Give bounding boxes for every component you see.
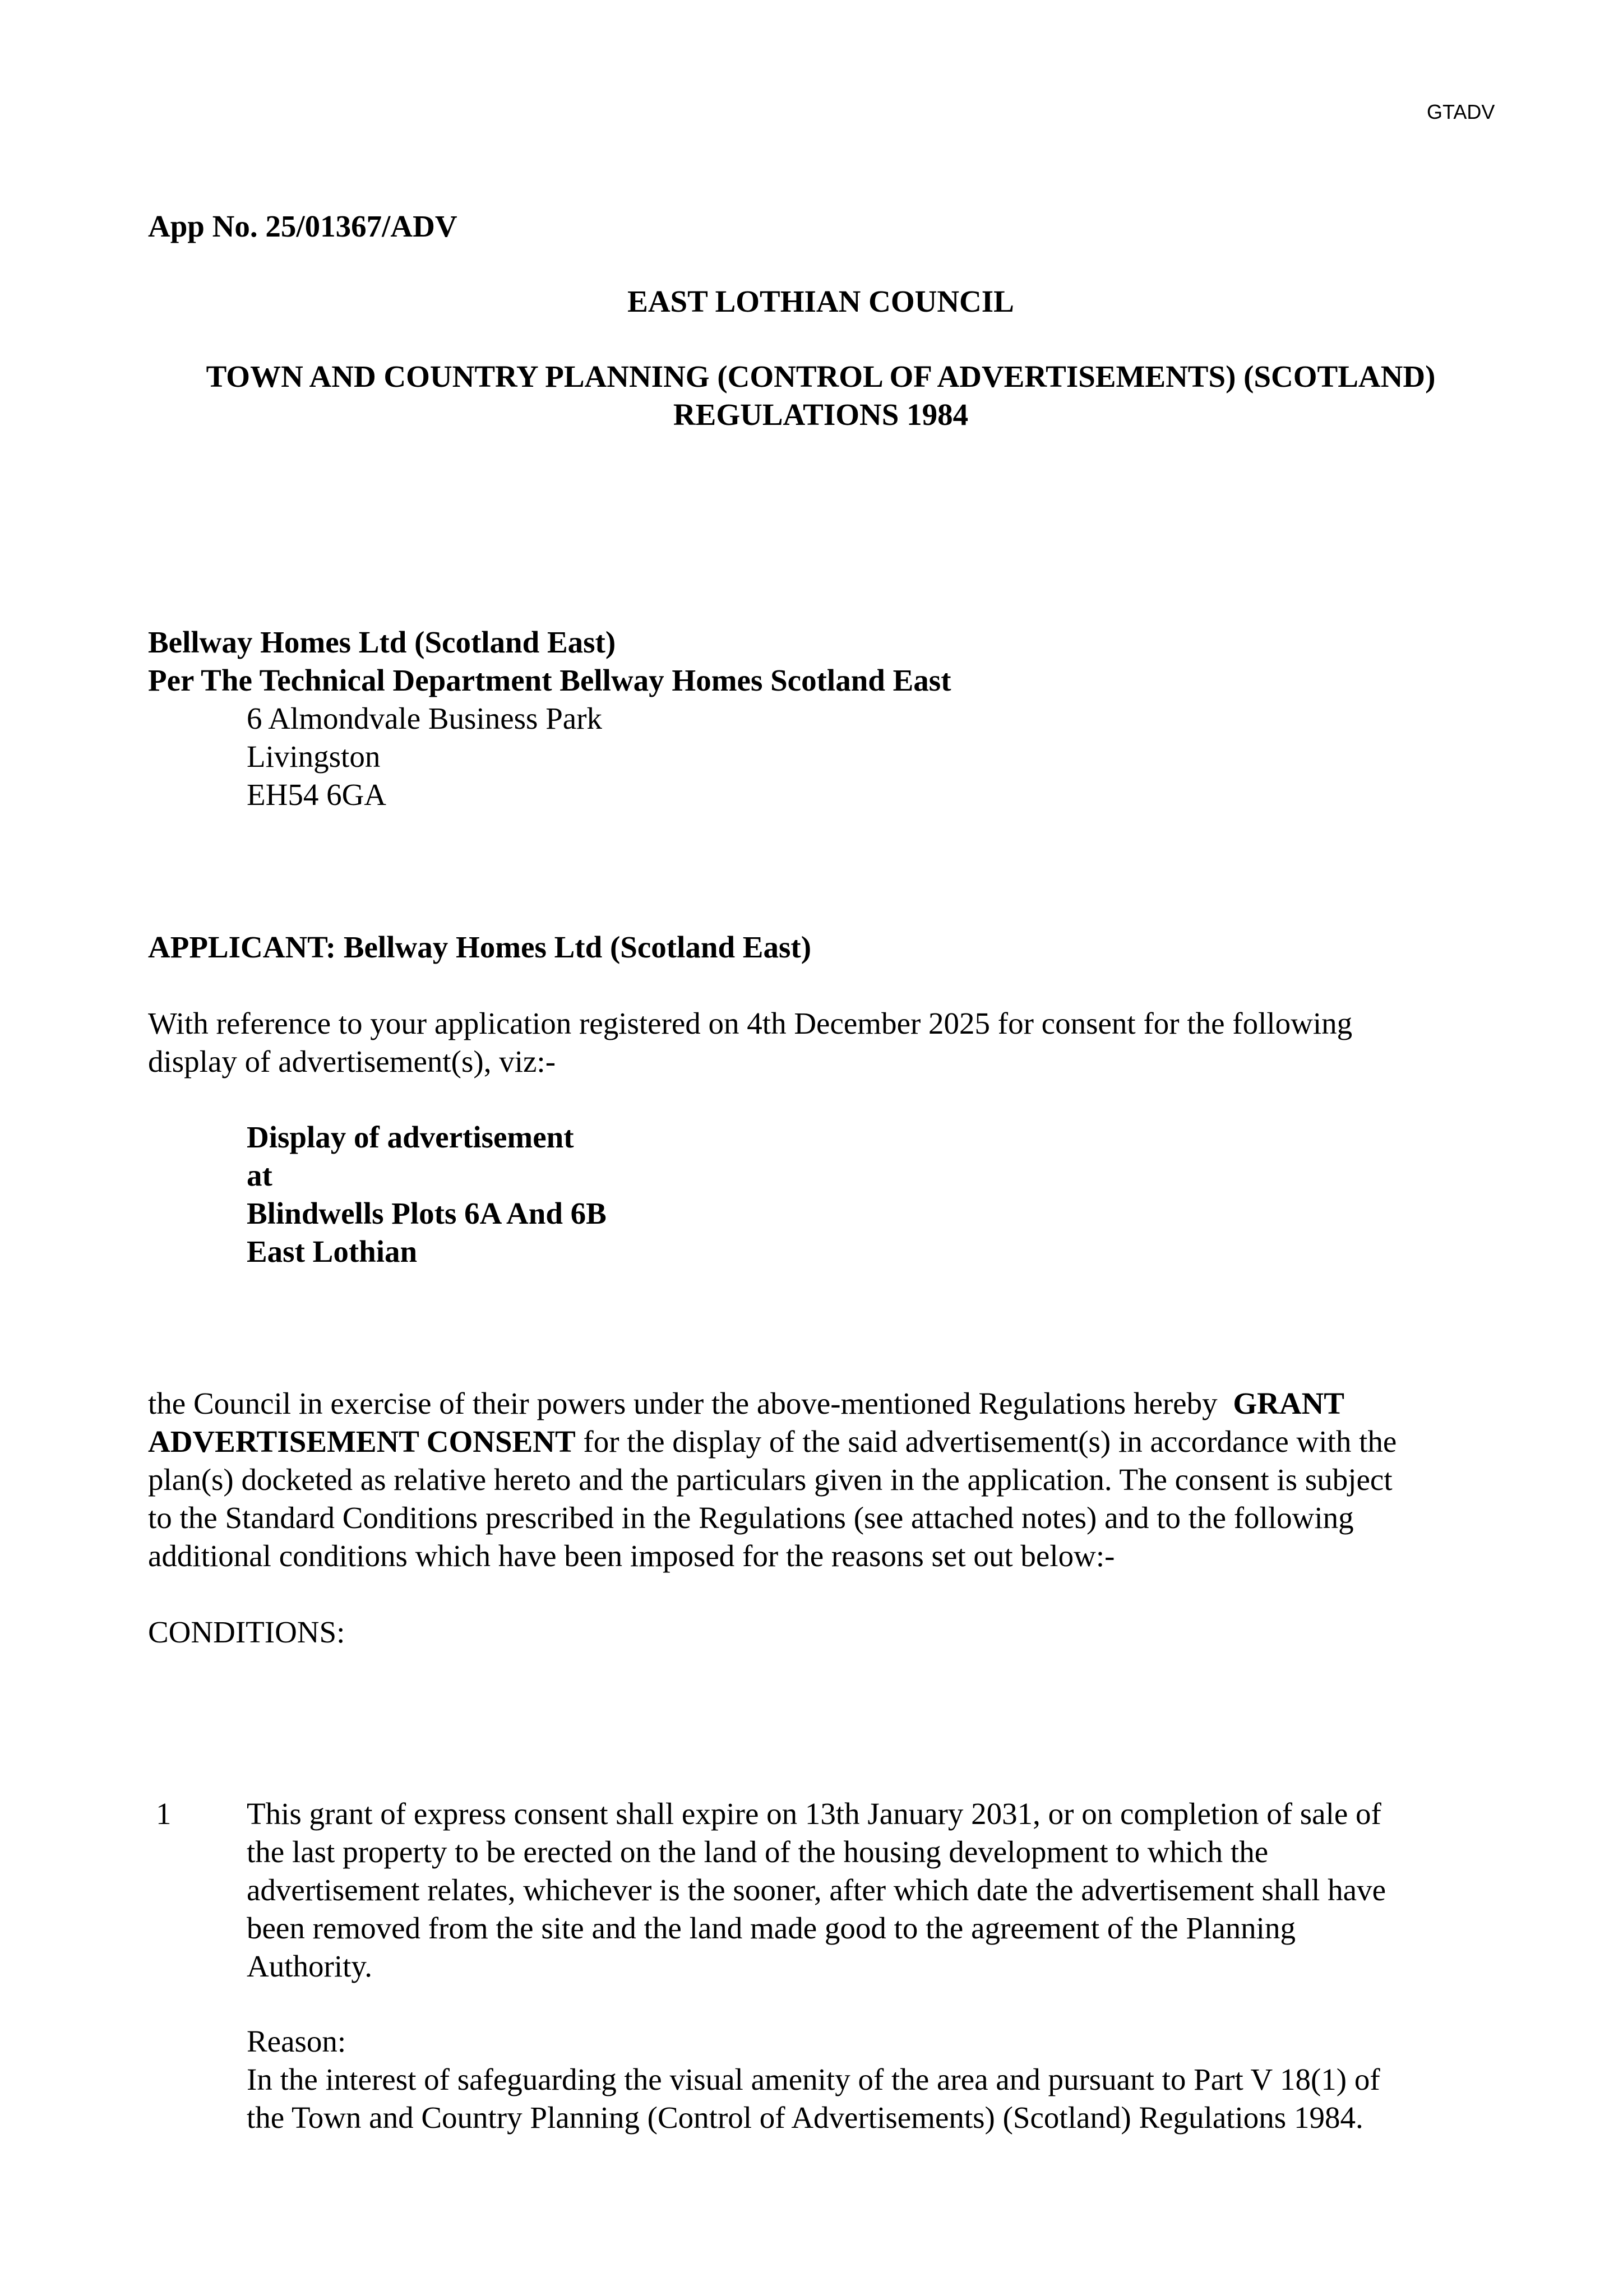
advertisement-consent-keyword: ADVERTISEMENT CONSENT: [148, 1424, 576, 1459]
proposal-block: [247, 1118, 1491, 1271]
condition-line: Authority.: [247, 1949, 373, 1983]
reason-line: In the interest of safeguarding the visual amenity of the area and pursuant to Part V 18(1) of: [247, 2062, 1380, 2096]
proposal-at: at: [247, 1158, 272, 1192]
condition-number: 1: [156, 1797, 172, 1831]
regulations-title-line-2: REGULATIONS 1984: [673, 397, 969, 432]
condition-text: [247, 1795, 1491, 1985]
applicant-label: APPLICANT: Bellway Homes Ltd (Scotland East): [148, 930, 812, 964]
decision-line-1: [148, 1385, 1493, 1423]
proposal-description: Display of advertisement: [247, 1120, 574, 1154]
decision-paragraph: [148, 1385, 1493, 1575]
decision-line-2-text: for the display of the said advertisement(s) in accordance with the: [575, 1424, 1397, 1459]
reason-label: Reason:: [247, 2024, 346, 2058]
document-code: GTADV: [1427, 100, 1495, 123]
address-line: 6 Almondvale Business Park: [247, 701, 603, 735]
condition-line: been removed from the site and the land made good to the agreement of the Planning: [247, 1911, 1296, 1945]
decision-line-4: to the Standard Conditions prescribed in the Regulations (see attached notes) and to the following: [148, 1501, 1354, 1535]
regulations-title: [148, 358, 1493, 434]
addressee-address: [247, 700, 1491, 814]
address-line: EH54 6GA: [247, 777, 387, 812]
reason-line: the Town and Country Planning (Control of Advertisements) (Scotland) Regulations 1984.: [247, 2100, 1363, 2135]
addressee-name: Bellway Homes Ltd (Scotland East): [148, 625, 616, 659]
addressee-per: Per The Technical Department Bellway Homes Scotland East: [148, 663, 951, 697]
council-name: EAST LOTHIAN COUNCIL: [627, 284, 1014, 318]
application-number: App No. 25/01367/ADV: [148, 209, 457, 243]
reference-line-1: With reference to your application registered on 4th December 2025 for consent for the following: [148, 1006, 1353, 1040]
condition-line: advertisement relates, whichever is the sooner, after which date the advertisement shall have: [247, 1873, 1386, 1907]
decision-line-5: additional conditions which have been imposed for the reasons set out below:-: [148, 1539, 1115, 1573]
reference-line-2: display of advertisement(s), viz:-: [148, 1044, 556, 1078]
addressee-block: [148, 623, 1493, 700]
proposal-site-line-1: Blindwells Plots 6A And 6B: [247, 1196, 607, 1230]
grant-keyword: GRANT: [1233, 1386, 1344, 1420]
decision-line-2: [148, 1423, 1493, 1461]
condition-line: This grant of express consent shall expire on 13th January 2031, or on completion of sale of: [247, 1797, 1381, 1831]
condition-reason: [247, 2022, 1491, 2137]
reference-paragraph: [148, 1004, 1493, 1081]
condition-line: the last property to be erected on the land of the housing development to which the: [247, 1835, 1269, 1869]
regulations-title-line-1: TOWN AND COUNTRY PLANNING (CONTROL OF ADVERTISEMENTS) (SCOTLAND): [206, 359, 1436, 394]
decision-line-1-text: the Council in exercise of their powers under the above-mentioned Regulations hereby: [148, 1386, 1226, 1420]
decision-line-3: plan(s) docketed as relative hereto and the particulars given in the application. The consent is subject: [148, 1462, 1393, 1497]
conditions-heading: CONDITIONS:: [148, 1615, 345, 1649]
proposal-site-line-2: East Lothian: [247, 1234, 418, 1269]
address-line: Livingston: [247, 739, 381, 774]
